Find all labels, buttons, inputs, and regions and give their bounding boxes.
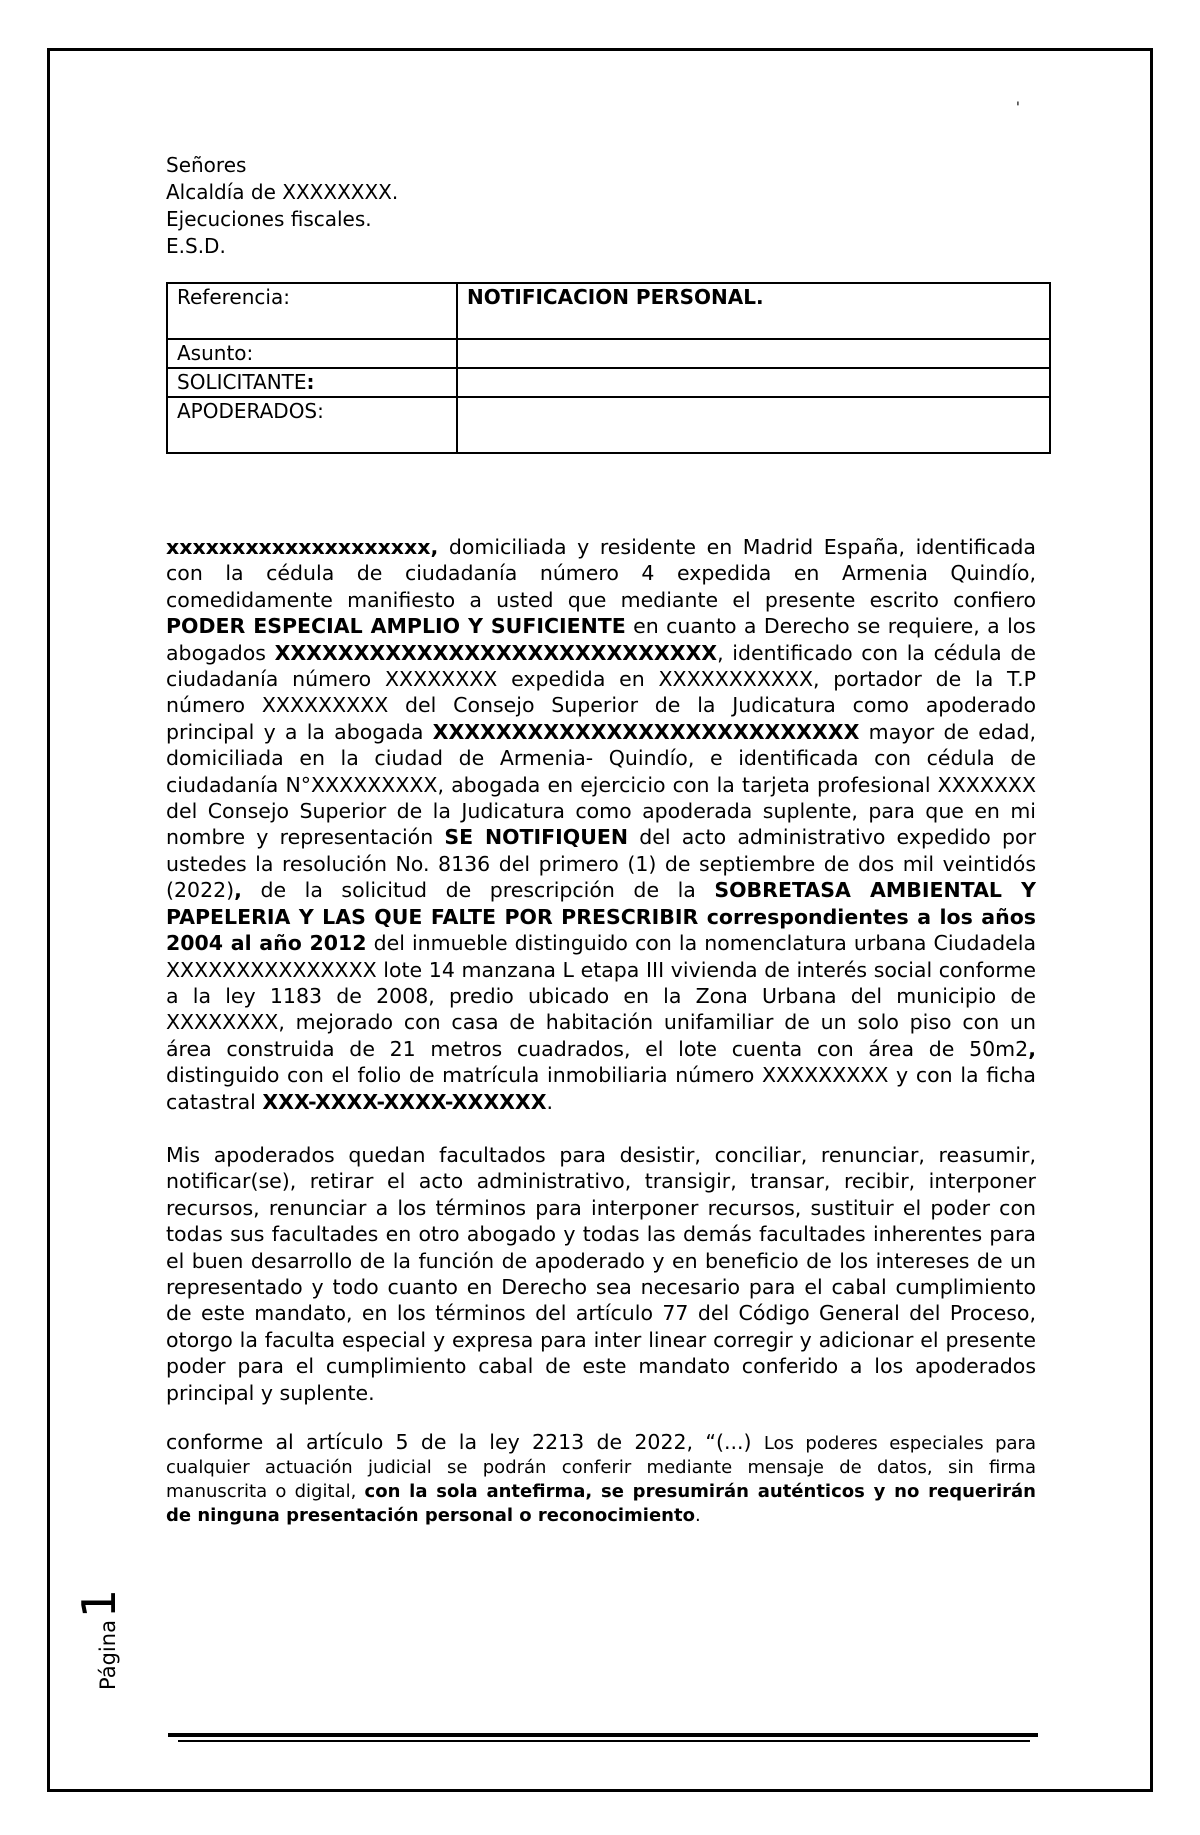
tick-mark: ' (1016, 100, 1020, 116)
addressee-line-3: Ejecuciones fiscales. (166, 207, 372, 231)
addressee-line-1: Señores (166, 153, 247, 177)
subject-value (457, 339, 1050, 368)
attorneys-value (457, 397, 1050, 453)
reference-value: NOTIFICACION PERSONAL. (457, 283, 1050, 339)
reference-label: Referencia: (167, 283, 457, 339)
subject-label: Asunto: (167, 339, 457, 368)
addressee-line-2: Alcaldía de XXXXXXXX. (166, 180, 399, 204)
addressee-line-4: E.S.D. (166, 234, 226, 258)
reference-row (167, 283, 1050, 339)
document-body (166, 152, 1036, 1527)
faculties-paragraph: Mis apoderados quedan facultados para desistir, conciliar, renunciar, reasumir, notificar(se), retirar el acto administrativo, transigir, transar, recibir, interponer recursos, renunciar a los términos para interponer recursos, sustituir el poder con todas sus facultades en otro abogado y todas las demás facultades inherentes para el buen desarrollo de la función de apoderado y en beneficio de los intereses de un representado y todo cuanto en Derecho sea necesario para el cabal cumplimiento de este mandato, en los términos del artículo 77 del Código General del Proceso, otorgo la faculta especial y expresa para inter linear corregir y adicionar el presente poder para el cumplimiento cabal de este mandato conferido a los apoderados principal y suplente. (166, 1142, 1036, 1405)
power-of-attorney-paragraph: xxxxxxxxxxxxxxxxxxxx, domiciliada y residente en Madrid España, identificada con la cédula de ciudadanía número 4 expedida en Armenia Quindío, comedidamente manifiesto a usted que mediante el presente escrito confiero PODER ESPECIAL AMPLIO Y SUFICIENTE en cuanto a Derecho se requiere, a los abogados XXXXXXXXXXXXXXXXXXXXXXXXXXXX, identificado con la cédula de ciudadanía número XXXXXXXX expedida en XXXXXXXXXXX, portador de la T.P número XXXXXXXXX del Consejo Superior de la Judicatura como apoderado principal y a la abogada XXXXXXXXXXXXXXXXXXXXXXXXXXX mayor de edad, domiciliada en la ciudad de Armenia- Quindío, e identificada con cédula de ciudadanía N°XXXXXXXXX, abogada en ejercicio con la tarjeta profesional XXXXXXX del Consejo Superior de la Judicatura como apoderada suplente, para que en mi nombre y representación SE NOTIFIQUEN del acto administrativo expedido por ustedes la resolución No. 8136 del primero (1) de septiembre de dos mil veintidós (2022), de la solicitud de prescripción de la SOBRETASA AMBIENTAL Y PAPELERIA Y LAS QUE FALTE POR PRESCRIBIR correspondientes a los años 2004 al año 2012 del inmueble distinguido con la nomenclatura urbana Ciudadela XXXXXXXXXXXXXXX lote 14 manzana L etapa III vivienda de interés social conforme a la ley 1183 de 2008, predio ubicado en la Zona Urbana del municipio de XXXXXXXX, mejorado con casa de habitación unifamiliar de un solo piso con un área construida de 21 metros cuadrados, el lote cuenta con área de 50m2, distinguido con el folio de matrícula inmobiliaria número XXXXXXXXX y con la ficha catastral XXX-XXXX-XXXX-XXXXXX. (166, 535, 1036, 1114)
page-number-label: Página1 (72, 1588, 126, 1690)
subject-row (167, 339, 1050, 368)
applicant-value (457, 368, 1050, 397)
applicant-label: SOLICITANTE: (167, 368, 457, 397)
attorneys-row (167, 397, 1050, 453)
footer-rule (168, 1733, 1038, 1737)
footer-rule-thin (178, 1740, 1030, 1742)
addressee-block (166, 152, 1036, 260)
applicant-row (167, 368, 1050, 397)
attorneys-label: APODERADOS: (167, 397, 457, 453)
legal-basis-paragraph: conforme al artículo 5 de la ley 2213 de 2022, “(...) Los poderes especiales para cualquier actuación judicial se podrán conferir mediante mensaje de datos, sin firma manuscrita o digital, con la sola antefirma, se presumirán auténticos y no requerirán de ninguna presentación personal o reconocimiento. (166, 1430, 1036, 1526)
reference-table (166, 282, 1051, 454)
